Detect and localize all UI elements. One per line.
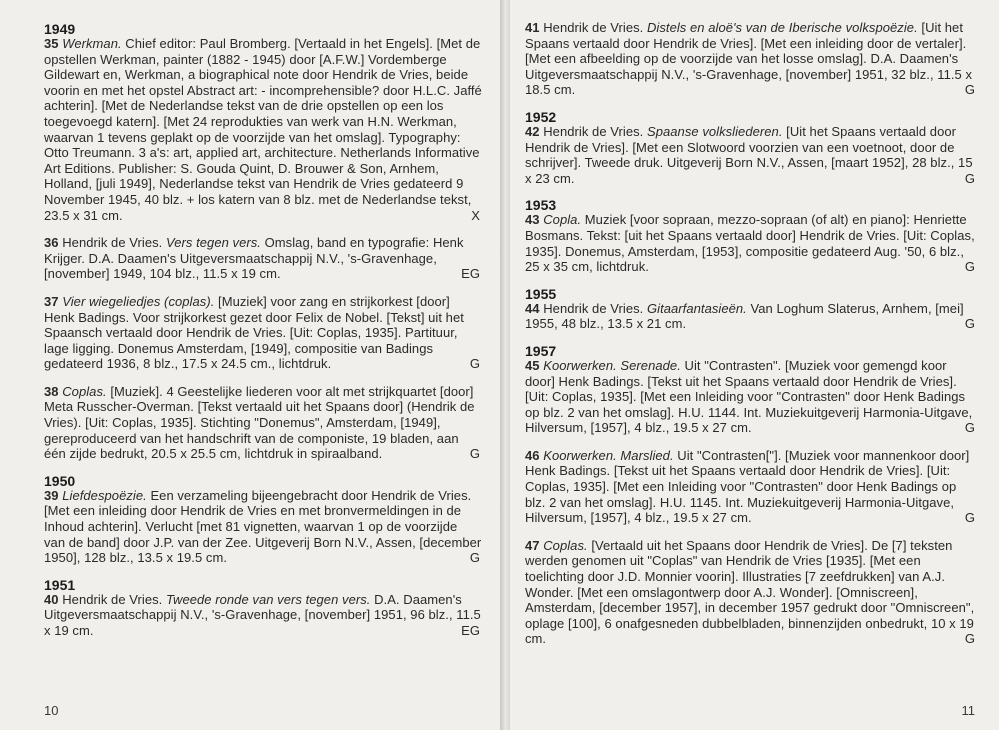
entry-number: 45 [525,357,540,373]
entry-author: Hendrik de Vries. [543,123,647,139]
entry-author: Hendrik de Vries. [62,591,166,607]
entry-title: Koorwerken. Serenade. [543,357,681,373]
entry-code: G [469,356,480,372]
entry-title: Werkman. [62,36,122,51]
bibliography-entry [525,301,977,332]
section-gap [525,275,977,287]
bibliography-entry [44,294,482,372]
entry-description: [Uit het Spaans vertaald door Hendrik de Vries]. [Met een Slotwoord voorzien van een voetnoot, door de schrijver]. Tweede druk. Uitgeverij Born N.V., Assen, [maart 1952], 28 blz., 15 x 23 cm. [525,123,973,186]
entry-code: G [964,631,975,647]
entry-description: [Muziek] voor zang en strijkorkest [door] Henk Badings. Voor strijkorkest gezet door Felix de Nobel. [Tekst] uit het Spaansch vertaald door Hendrik de Vries. [Uit: Coplas, 1935]. Partituur, lage ligging. Donemus Amsterdam, [1949], compositie van Badings gedateerd 1936, 8 blz., 17.5 x 24.5 cm., lichtdruk. [44,293,464,372]
section-gap [525,186,977,198]
entry-number: 40 [44,591,59,607]
entry-title: Tweede ronde van vers tegen vers. [165,591,371,607]
entry-title: Vier wiegeliedjes (coplas). [62,293,215,309]
year-heading: 1957 [525,342,557,359]
entry-description: [Uit het Spaans vertaald door Hendrik de Vries]. [Met een inleiding door de vertaler]. [Met een afbeelding op de voorzijde van het losse omslag]. D.A. Daamen's Uitgeversmaatschappij N.V., 's-Gravenhage, [november] 1951, 32 blz., 11.5 x 18.5 cm. [525,20,973,98]
bibliography-entry [525,538,977,647]
entry-title: Coplas. [543,537,588,553]
entry-code: EG [461,623,480,638]
entry-code: G [469,446,480,462]
page-number: 11 [961,703,975,718]
entry-code: G [964,170,975,186]
entry-code: G [964,259,975,275]
bibliography-entry [44,384,482,462]
page-number: 10 [44,703,59,718]
entry-description: Uit "Contrasten". [Muziek voor gemengd koor door] Henk Badings. [Tekst uit het Spaans vertaald door Hendrik de Vries]. [Uit: Coplas, 1935]. [Met een Inleiding voor "Contrasten" door Henk Badings op blz. 2 van het omslag]. H.U. 1144. Int. Muziekuitgeverij Harmonia-Uitgave, Hilversum, [1957], 4 blz., 19.5 x 27 cm. [525,357,973,436]
bibliography-entry [44,488,482,566]
entry-number: 38 [44,383,59,399]
entry-number: 42 [525,123,540,139]
bibliography-entry [525,212,977,274]
entry-number: 46 [525,447,540,463]
entry-description: Uit "Contrasten["]. [Muziek voor mannenkoor door] Henk Badings. [Tekst uit het Spaans vertaald door Hendrik de Vries]. [Uit: Coplas, 1935]. [Met een Inleiding voor "Contrasten" door Henk Badings op blz. 2 van het omslag]. H.U. 1145. Int. Muziekuitgeverij Harmonia-Uitgave, Hilversum, [1957], 4 blz., 19.5 x 27 cm. [525,447,970,526]
entry-code: G [469,550,480,566]
entry-number: 37 [44,293,59,309]
bibliography-entry [44,235,482,282]
entry-number: 47 [525,537,540,553]
entry-gap [44,223,482,235]
year-heading: 1955 [525,285,557,302]
entry-description: [Muziek]. 4 Geestelijke liederen voor alt met strijkquartet [door] Meta Russcher-Overman. [Tekst vertaald uit het Spaans door] (Hendrik de Vries). [Uit: Coplas, 1935]. Stichting "Donemus", Amsterdam, [1949], gereproduceerd van het handschrift van de componiste, 19 bladen, aan één zijde bedrukt, 20.5 x 25.5 cm, lichtdruk in spiraalband. [44,383,475,462]
entry-number: 44 [525,300,540,316]
entry-author: Hendrik de Vries. [62,235,166,251]
entry-title: Spaanse volksliederen. [646,123,783,139]
entry-description: Muziek [voor sopraan, mezzo-sopraan (of alt) en piano]: Henriette Bosmans. Tekst: [uit het Spaans vertaald door] Hendrik de Vries. [Uit: Coplas, 1935]. Donemus, Amsterdam, [1953], compositie gedateerd Aug. '50, 6 blz., 25 x 35 cm, lichtdruk. [525,212,975,275]
entry-author: Hendrik de Vries. [543,20,647,35]
entry-title: Coplas. [62,383,107,399]
entry-author: Hendrik de Vries. [543,300,647,316]
entry-description: Chief editor: Paul Bromberg. [Vertaald in het Engels]. [Met de opstellen Werkman, painter (1882 - 1945) door [A.F.W.] Vordemberge Gildewart en, Werkman, a biographical note door Hendrik de Vries, beide voorin en met het opstel Abstract art: - incomprehensible? door H.L.C. Jaffé achterin]. [Met de Nederlandse tekst van de drie opstellen op een los toegevoegd katern]. [Met 24 reprodukties van werk van H.N. Werkman, waarvan 1 tevens geplakt op de voorzijde van het omslag]. Typography: Otto Treumann. 3 a's: art, applied art, architecture. Netherlands Informative Art Editions. Publisher: S. Gouda Quint, D. Brouwer & Son, Arnhem, Holland, [juli 1949], Nederlandse tekst van Hendrik de Vries gedateerd 9 November 1945, 40 blz. + los katern van 8 blz. met de Nederlandse tekst, 23.5 x 31 cm. [44,36,482,223]
entry-number: 36 [44,235,59,251]
entry-number: 35 [44,36,59,51]
entry-code: X [471,207,480,223]
entry-number: 39 [44,487,59,503]
entry-description: [Vertaald uit het Spaans door Hendrik de Vries]. De [7] teksten werden genomen uit "Coplas" van Hendrik de Vries [1935]. [Met een toelichting door J.D. Monnier voorin]. Illustraties [7 zeefdrukken] van A.J. Wonder. [Met een omslagontwerp door A.J. Wonder]. [Omniscreen], Amsterdam, [december 1957], in december 1957 gedrukt door "Omniscreen", oplage [100], 6 onafgesneden dubbelbladen, binnenzijden onbedrukt, 10 x 19 cm. [525,537,975,647]
year-heading: 1953 [525,197,557,214]
entry-title: Liefdespoëzie. [62,487,147,503]
entry-description: Een verzameling bijeengebracht door Hendrik de Vries. [Met een inleiding door Hendrik de Vries en met bronvermeldingen in de Inhoud achterin]. Verlucht [met 81 vignetten, waarvan 1 op de voorzijde van de band] door J.P. van der Zee. Uitgeverij Born N.V., Assen, [december 1950], 128 blz., 13.5 x 19.5 cm. [44,487,482,566]
year-heading: 1951 [44,576,76,593]
right-page [510,0,999,730]
entry-title: Koorwerken. Marslied. [543,447,674,463]
entry-title: Gitaarfantasieën. [646,300,747,316]
entry-gap [525,436,977,448]
section-gap [525,98,977,110]
entry-gap [44,372,482,384]
bibliography-entry [525,358,977,436]
entry-number: 43 [525,212,540,228]
year-heading: 1952 [525,108,557,125]
bibliography-entry [525,20,977,98]
entry-description: D.A. Daamen's Uitgeversmaatschappij N.V., 's-Gravenhage, [november] 1951, 96 blz., 11.5 x 19 cm. [44,591,481,638]
bibliography-entry [44,592,482,639]
entry-title: Copla. [543,212,582,228]
entry-description: Omslag, band en typografie: Henk Krijger. D.A. Daamen's Uitgeversmaatschappij N.V., 's-Gravenhage, [november] 1949, 104 blz., 11.5 x 19 cm. [44,235,464,282]
entry-code: G [964,82,975,98]
entry-gap [44,282,482,294]
entry-title: Distels en aloë's van de Iberische volkspoëzie. [646,20,918,35]
entry-code: G [964,510,975,526]
section-gap [44,462,482,474]
bibliography-entry [525,448,977,526]
bibliography-entry [44,36,482,223]
entry-code: G [964,420,975,436]
entry-code: EG [461,266,480,282]
entry-title: Vers tegen vers. [165,235,261,251]
entry-description: Van Loghum Slaterus, Arnhem, [mei] 1955, 48 blz., 13.5 x 21 cm. [525,300,964,332]
bibliography-entry [525,124,977,186]
year-heading: 1949 [44,21,76,37]
section-gap [525,332,977,344]
entry-code: G [964,316,975,332]
entry-number: 41 [525,20,540,35]
entry-gap [525,526,977,538]
section-gap [44,566,482,578]
year-heading: 1950 [44,472,76,489]
